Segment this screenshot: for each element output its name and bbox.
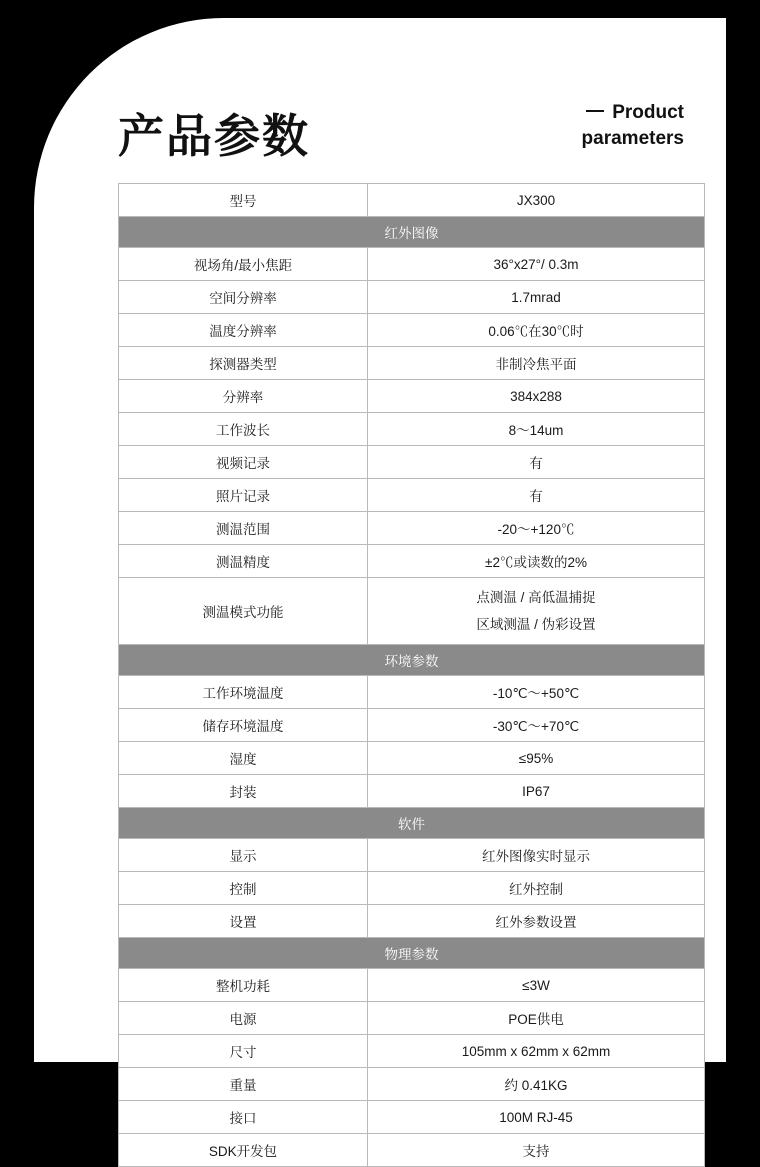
row-label: 接口 xyxy=(119,1101,368,1134)
table-row xyxy=(119,1101,705,1134)
table-row xyxy=(119,413,705,446)
table-row xyxy=(119,545,705,578)
table-section-row xyxy=(119,645,705,676)
row-value: 有 xyxy=(368,479,705,512)
table-row xyxy=(119,446,705,479)
table-row xyxy=(119,512,705,545)
row-value: IP67 xyxy=(368,775,705,808)
section-label: 软件 xyxy=(119,808,705,839)
row-value: -20～+120℃ xyxy=(368,512,705,545)
table-section-row xyxy=(119,808,705,839)
row-value: POE供电 xyxy=(368,1002,705,1035)
spec-table xyxy=(118,183,705,1167)
title-en-line-1 xyxy=(454,100,684,126)
row-label: 探测器类型 xyxy=(119,347,368,380)
row-value: 384x288 xyxy=(368,380,705,413)
table-row xyxy=(119,969,705,1002)
row-label: 封装 xyxy=(119,775,368,808)
row-label: 视场角/最小焦距 xyxy=(119,248,368,281)
row-value: -10℃～+50℃ xyxy=(368,676,705,709)
row-value: 8～14um xyxy=(368,413,705,446)
row-value: ≤3W xyxy=(368,969,705,1002)
row-label: 整机功耗 xyxy=(119,969,368,1002)
row-value: 36°x27°/ 0.3m xyxy=(368,248,705,281)
title-en-line-2: parameters xyxy=(581,127,684,149)
row-value-line-2: 区域测温 / 伪彩设置 xyxy=(476,617,596,632)
table-row xyxy=(119,676,705,709)
table-row xyxy=(119,578,705,645)
section-label: 环境参数 xyxy=(119,645,705,676)
row-label: 湿度 xyxy=(119,742,368,775)
table-row xyxy=(119,872,705,905)
row-value: 支持 xyxy=(368,1134,705,1167)
table-row xyxy=(119,347,705,380)
page-header xyxy=(34,78,726,188)
table-row xyxy=(119,839,705,872)
row-label: 视频记录 xyxy=(119,446,368,479)
row-value: 0.06℃在30℃时 xyxy=(368,314,705,347)
page-title-english xyxy=(454,100,684,151)
row-value: 非制冷焦平面 xyxy=(368,347,705,380)
section-label: 物理参数 xyxy=(119,938,705,969)
row-label: 分辨率 xyxy=(119,380,368,413)
table-row xyxy=(119,905,705,938)
row-label: 尺寸 xyxy=(119,1035,368,1068)
row-value: 1.7mrad xyxy=(368,281,705,314)
row-label: 测温精度 xyxy=(119,545,368,578)
table-row xyxy=(119,775,705,808)
page-title: 产品参数 xyxy=(118,110,310,162)
row-label: 测温模式功能 xyxy=(119,578,368,645)
table-row xyxy=(119,1002,705,1035)
row-value: 红外图像实时显示 xyxy=(368,839,705,872)
table-row xyxy=(119,479,705,512)
row-value: 约 0.41KG xyxy=(368,1068,705,1101)
table-row xyxy=(119,380,705,413)
row-value: 红外控制 xyxy=(368,872,705,905)
table-row xyxy=(119,1068,705,1101)
row-label: 显示 xyxy=(119,839,368,872)
row-label: 工作环境温度 xyxy=(119,676,368,709)
row-value: 有 xyxy=(368,446,705,479)
table-section-row xyxy=(119,217,705,248)
table-row xyxy=(119,248,705,281)
table-row xyxy=(119,742,705,775)
row-value: -30℃～+70℃ xyxy=(368,709,705,742)
table-row xyxy=(119,281,705,314)
table-row xyxy=(119,709,705,742)
row-label: 型号 xyxy=(119,184,368,217)
row-label: 照片记录 xyxy=(119,479,368,512)
dash-icon xyxy=(586,110,604,112)
row-value: ±2℃或读数的2% xyxy=(368,545,705,578)
row-value: ≤95% xyxy=(368,742,705,775)
row-value: 红外参数设置 xyxy=(368,905,705,938)
table-row xyxy=(119,314,705,347)
row-value-line-1: 点测温 / 高低温捕捉 xyxy=(476,590,596,605)
row-value: 100M RJ-45 xyxy=(368,1101,705,1134)
row-label: 电源 xyxy=(119,1002,368,1035)
row-value: 105mm x 62mm x 62mm xyxy=(368,1035,705,1068)
row-label: 重量 xyxy=(119,1068,368,1101)
table-row xyxy=(119,184,705,217)
row-label: 工作波长 xyxy=(119,413,368,446)
row-label: 储存环境温度 xyxy=(119,709,368,742)
table-row xyxy=(119,1134,705,1167)
title-en-word-1: Product xyxy=(612,102,684,123)
row-label: 设置 xyxy=(119,905,368,938)
section-label: 红外图像 xyxy=(119,217,705,248)
row-label: 空间分辨率 xyxy=(119,281,368,314)
row-label: SDK开发包 xyxy=(119,1134,368,1167)
row-label: 测温范围 xyxy=(119,512,368,545)
content-card xyxy=(34,18,726,1159)
table-row xyxy=(119,1035,705,1068)
row-value: JX300 xyxy=(368,184,705,217)
table-section-row xyxy=(119,938,705,969)
row-label: 控制 xyxy=(119,872,368,905)
row-label: 温度分辨率 xyxy=(119,314,368,347)
row-value xyxy=(368,578,705,645)
